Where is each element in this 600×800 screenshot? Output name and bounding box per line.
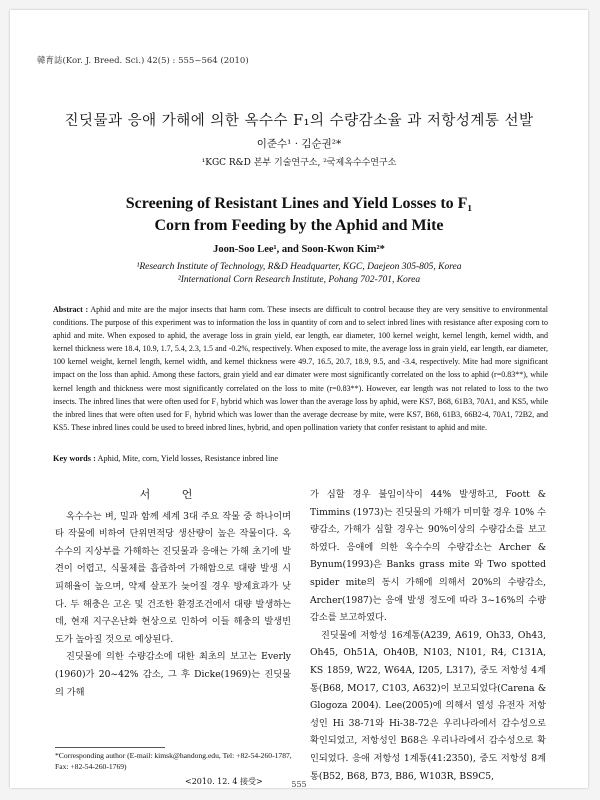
footnote-divider <box>55 747 165 748</box>
affiliation-2: ²International Corn Research Institute, Pohang 702-701, Korea <box>177 275 421 285</box>
korean-authors: 이준수¹ · 김순권²* <box>256 138 342 150</box>
abstract-label: Abstract : <box>53 305 89 314</box>
abstract-text: Aphid and mite are the major insects that harm corn. These insects are difficult to control because they are very sensitive to environmental conditions. The purpose of this experiment was to information the loss in quantity of corn and to select inbred lines with resistance after exposing corn to aphid and mite. When exposed to aphid, the average loss in grain yield, ear length, ear diameter, 100 kernel weight, kernel length, kernel width, and kernel thickness were 18.4, 10.9, 1.7, 5.4, 2.3, 1.5 and -0.2%, respectively. When exposed to mite, the average loss in grain yield, ear length, ear diameter, 100 kernel weight, kernel length, kernel width, and kernel thickness were 49.7, 16.5, 20.7, 18.9, 9.5, and -3.4, respectively. Mite had more significant impact on the loss than aphid. Among these factors, grain yield and ear dimater were most significantly correlated on the loss to aphid (r=0.83**), while kernel length and thickness were most significantly correlated on the loss to mite (r=0.83**). However, ear length was not related to loss to the two insects. The inbred lines that were often used for F₁ hybrid which was lower than the average loss by aphid, were KS7, B68, 61B3, 70A1, and KS5, while the inbred lines that were often used for F₁ hybrid which was lower than the average decrease by mite, were KS7, B68, 61B3, 66B2-4, 70A1, 72B2, and KS5. These inbred lines could be used to breed inbred lines, hybrid, and open pollination variety that confer resistant to aphid and mite. <box>53 305 549 432</box>
keywords <box>53 454 548 463</box>
english-title-line1: Screening of Resistant Lines and Yield Losses to F₁ <box>125 195 473 212</box>
keywords-text: Aphid, Mite, corn, Yield losses, Resistance inbred line <box>97 454 279 463</box>
journal-reference: 韓育誌(Kor. J. Breed. Sci.) 42(5) : 555~564 (2010) <box>37 56 249 66</box>
affiliation-1: ¹Research Institute of Technology, R&D Headquarter, KGC, Daejeon 305-805, Korea <box>136 262 462 272</box>
intro-paragraph-1: 옥수수는 벼, 밀과 함께 세계 3대 주요 작물 중 하나이며 타 작물에 비하여 단위면적당 생산량이 높은 작물이다. 옥수수의 지상부를 가해하는 진딧물과 응애는 가해 초기에 발견이 어렵고, 식물체를 흡즙하여 가해함으로 대량 발생 시 피해율이 높으며, 약제 살포가 늦어질 경우 방제효과가 낮다. 두 해충은 고온 및 건조한 환경조건에서 대량 발생하는데, 현재 지구온난화 현상으로 인하여 이들 해충의 발생빈도가 높아질 것으로 예상된다. <box>55 510 291 645</box>
right-column <box>310 486 546 785</box>
page-number: 555 <box>291 780 307 789</box>
section-title: 서 언 <box>139 488 207 501</box>
english-affiliations <box>10 261 588 287</box>
left-column <box>55 486 291 701</box>
corresponding-author-footnote: *Corresponding author (E-mail: kimsk@handong.edu, Tel: +82-54-260-1787, Fax: +82-54-260-1769) <box>55 751 292 771</box>
intro-paragraph-2-continued: 가 심할 경우 불임이삭이 44% 발생하고, Foott & Timmins (1973)는 진딧물의 가해가 미미할 경우 10% 수량감소, 가해가 심할 경우는 90%이상의 수량감소를 보고하였다. 응애에 의한 옥수수의 수량감소는 Archer & Bynum(1993)은 Banks grass mite 와 Two spotted spider mite의 동시 가해에 의해서 20%의 수량감소, Archer(1987)는 응애 발생 정도에 따라 3~16%의 수량감소를 보고하였다. <box>310 489 546 624</box>
korean-title: 진딧물과 응애 가해에 의한 옥수수 F₁의 수량감소율 과 저항성계통 선발 <box>64 113 534 129</box>
english-authors: Joon-Soo Lee¹, and Soon-Kwon Kim²* <box>213 244 385 255</box>
received-date: <2010. 12. 4 接受> <box>185 777 263 786</box>
intro-paragraph-3: 진딧물에 저항성 16계통(A239, A619, Oh33, Oh43, Oh45, Oh51A, Oh40B, N103, N101, R4, C131A, KS 1859, W22, W64A, I205, L317), 중도 저항성 4계통(B68, MO17, C103, A632)이 보고되었다(Carena & Glogoza 2004). Lee(2005)에 의해서 열성 유전자 저항성인 Hi 38-71와 Hi-38-72은 우리나라에서 감수성으로 확인되었고, 저항성인 B68은 우리나라에서 감수성으로 확인되었다. 응애 저항성 1계통(41:2350), 중도 저항성 8계통(B52, B68, B73, B86, W103R, BS9C5, <box>310 629 546 782</box>
abstract <box>53 303 548 434</box>
intro-paragraph-2: 진딧물에 의한 수량감소에 대한 최초의 보고는 Everly (1960)가 20~42% 감소, 그 후 Dicke(1969)는 진딧물의 가해 <box>55 651 291 698</box>
paper-page <box>10 10 588 788</box>
english-title <box>10 193 588 237</box>
korean-affiliations: ¹KGC R&D 본부 기술연구소, ²국제옥수수연구소 <box>201 158 397 168</box>
keywords-label: Key words : <box>53 454 96 463</box>
english-title-line2: Corn from Feeding by the Aphid and Mite <box>154 217 444 234</box>
